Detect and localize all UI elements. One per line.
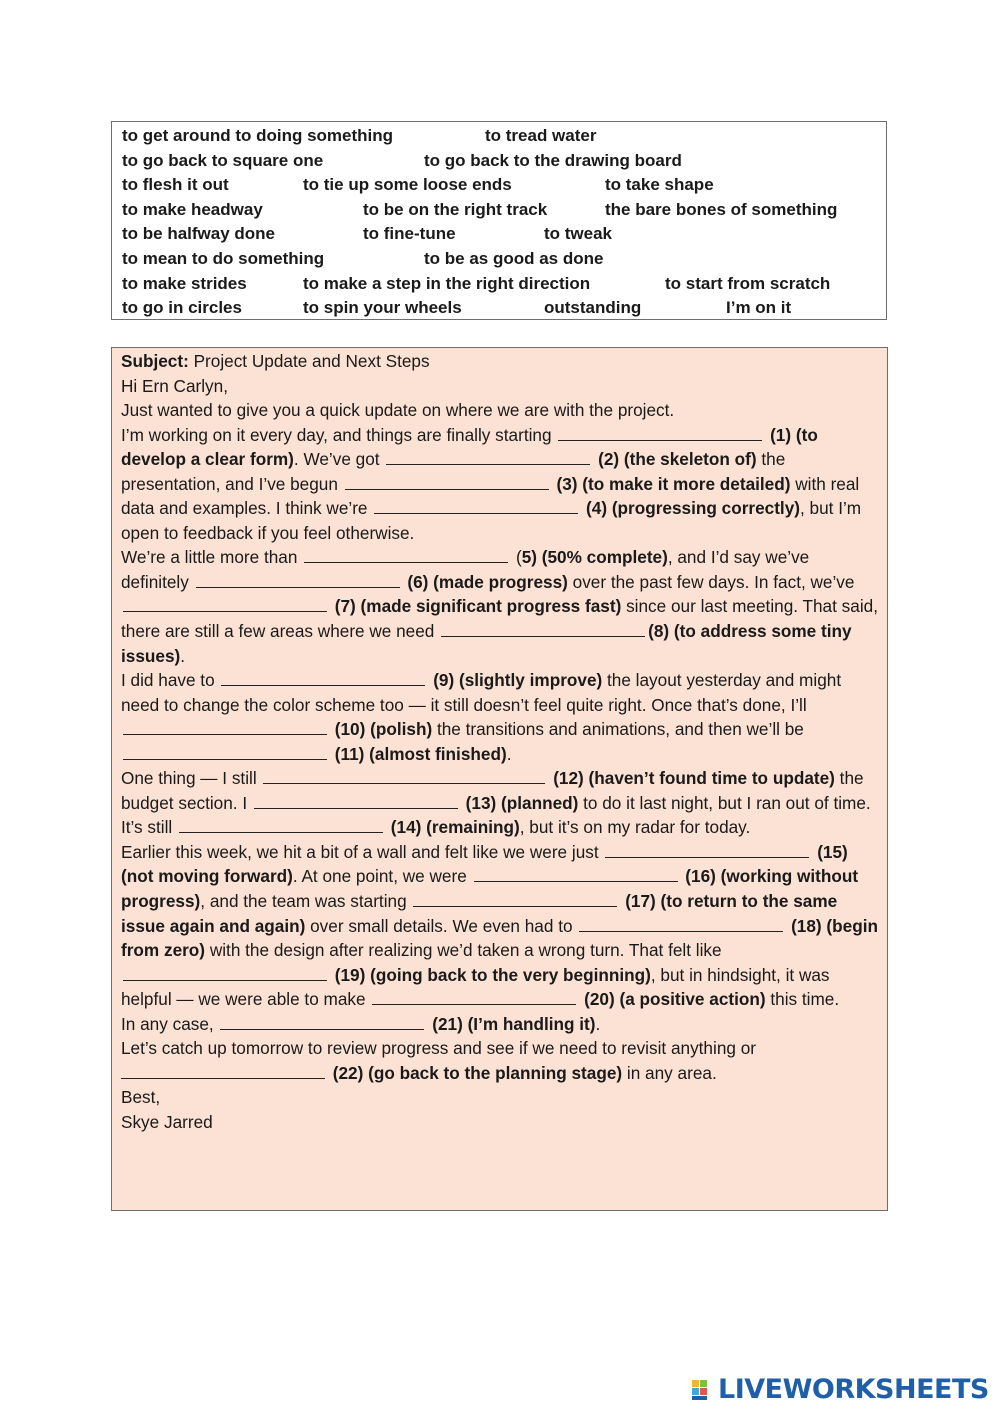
hint-19: (19) (going back to the very beginning) — [330, 964, 651, 985]
text: , but in hindsight, it was helpful — we were able to make — [121, 964, 830, 1010]
blank-15-input[interactable] — [605, 856, 809, 858]
liveworksheets-brand — [692, 1374, 989, 1406]
word-bank-row — [112, 296, 886, 321]
text: . We’ve got — [293, 449, 385, 470]
greeting: Hi Ern Carlyn, — [121, 375, 228, 396]
text: to do it last night, but I ran out of time. It’s still — [121, 792, 871, 838]
word-bank-phrase: to fine-tune — [363, 224, 456, 244]
hint-20: (20) (a positive action) — [579, 989, 766, 1010]
text: In any case, — [121, 1013, 219, 1034]
hint-4: (4) (progressing correctly) — [581, 498, 800, 519]
word-bank-phrase: to tie up some loose ends — [303, 175, 512, 195]
word-bank-phrase: to get around to doing something — [122, 126, 394, 145]
paragraph-1 — [121, 423, 881, 546]
hint-22: (22) (go back to the planning stage) — [328, 1062, 623, 1083]
word-bank-phrase: to make strides — [122, 273, 247, 293]
text: , and I’d say we’ve definitely — [121, 547, 810, 592]
word-bank-phrase: to make a step in the right direction — [303, 273, 591, 293]
text: since our last meeting. That said, there are still a few areas where we need — [121, 596, 878, 642]
word-bank-phrase: the bare bones of something — [605, 199, 838, 219]
hint-6: (6) (made progress) — [402, 571, 568, 592]
blank-10-input[interactable] — [123, 733, 327, 735]
blank-9-input[interactable] — [221, 684, 425, 686]
word-bank-phrase: to make headway — [122, 199, 263, 219]
blank-19-input[interactable] — [123, 979, 327, 981]
word-bank-row — [112, 247, 886, 272]
word-bank-phrase: to go back to the drawing board — [424, 150, 682, 170]
hint-21: (21) (I’m handling it) — [427, 1013, 596, 1034]
blank-1-input[interactable] — [558, 439, 762, 441]
word-bank-phrase: to take shape — [605, 175, 714, 195]
text: over small details. We even had to — [305, 915, 578, 936]
subject-label: Subject: — [121, 351, 189, 371]
hint-17: (17) (to return to the same issue again and again) — [121, 891, 838, 936]
hint-8: (8) (to address some tiny issues) — [121, 621, 852, 666]
text: , but it’s on my radar for today. — [519, 817, 751, 838]
blank-5-input[interactable] — [304, 561, 508, 563]
text: with the design after realizing we’d taken a wrong turn. That felt like — [205, 940, 722, 961]
paragraph-7 — [121, 1036, 881, 1085]
blank-11-input[interactable] — [123, 758, 327, 760]
word-bank-phrase: to mean to do something — [122, 248, 325, 268]
word-bank-phrase: to go back to square one — [122, 150, 324, 170]
text: . At one point, we were — [292, 866, 472, 887]
blank-4-input[interactable] — [374, 512, 578, 514]
text: . — [506, 743, 512, 764]
text: . — [180, 645, 186, 666]
paragraph-5 — [121, 840, 881, 1012]
blank-17-input[interactable] — [413, 905, 617, 907]
hint-14: (14) (remaining) — [386, 817, 520, 838]
blank-13-input[interactable] — [254, 807, 458, 809]
word-bank-phrase: to go in circles — [122, 298, 242, 318]
blank-12-input[interactable] — [263, 782, 545, 784]
text: . — [595, 1013, 601, 1034]
text: , but I’m open to feedback if you feel otherwise. — [121, 498, 862, 543]
text: Let’s catch up tomorrow to review progress and see if we need to revisit anything or — [121, 1038, 756, 1059]
word-bank-row — [112, 173, 886, 198]
word-bank-phrase: I’m on it — [726, 298, 792, 318]
liveworksheets-logo-icon — [692, 1378, 716, 1402]
subject-text: Project Update and Next Steps — [188, 351, 430, 371]
blank-14-input[interactable] — [179, 831, 383, 833]
signature: Skye Jarred — [121, 1111, 213, 1132]
hint-9: (9) (slightly improve) — [428, 670, 603, 691]
word-bank-phrase: outstanding — [544, 298, 642, 318]
word-bank-phrase: to start from scratch — [665, 273, 831, 293]
hint-18: (18) (begin from zero) — [121, 915, 878, 961]
hint-10: (10) (polish) — [330, 719, 433, 740]
blank-18-input[interactable] — [579, 930, 783, 932]
blank-2-input[interactable] — [386, 463, 590, 465]
blank-20-input[interactable] — [372, 1003, 576, 1005]
word-bank-phrase: to tweak — [544, 224, 613, 244]
hint-11: (11) (almost finished) — [330, 743, 507, 764]
blank-7-input[interactable] — [123, 610, 327, 612]
text: the layout yesterday and might need to change the color scheme too — it still doesn’t feel quite right. Once that’s done, I’ll — [121, 670, 842, 715]
text: Earlier this week, we hit a bit of a wall and felt like we were just — [121, 841, 604, 862]
closing: Best, — [121, 1087, 161, 1108]
word-bank-row — [112, 124, 886, 149]
hint-7: (7) (made significant progress fast) — [330, 596, 622, 617]
text: I did have to — [121, 670, 220, 691]
blank-6-input[interactable] — [196, 586, 400, 588]
hint-1: (1) (to develop a clear form) — [121, 424, 818, 470]
blank-21-input[interactable] — [220, 1028, 424, 1030]
text: One thing — I still — [121, 768, 262, 789]
word-bank-row — [112, 272, 886, 297]
paragraph-2 — [121, 545, 881, 668]
text: in any area. — [622, 1062, 717, 1083]
email-letter — [111, 347, 888, 1211]
blank-8-input[interactable] — [441, 635, 645, 637]
text: the presentation, and I’ve begun — [121, 449, 786, 494]
blank-16-input[interactable] — [474, 880, 678, 882]
text: the transitions and animations, and then we’ll be — [432, 719, 804, 740]
text: ( — [511, 547, 522, 568]
word-bank-phrase: to be halfway done — [122, 224, 276, 244]
text: , and the team was starting — [200, 891, 412, 912]
word-bank-row — [112, 222, 886, 247]
blank-3-input[interactable] — [345, 488, 549, 490]
paragraph-6 — [121, 1012, 881, 1037]
text: the budget section. I — [121, 768, 864, 813]
word-bank-phrase: to be as good as done — [424, 248, 604, 268]
paragraph-4 — [121, 766, 881, 840]
word-bank-phrase: to tread water — [485, 126, 597, 145]
hint-5: 5) (50% complete) — [521, 547, 668, 568]
word-bank-phrase: to be on the right track — [363, 199, 548, 219]
text: I’m working on it every day, and things are finally starting — [121, 424, 557, 445]
paragraph-3 — [121, 668, 881, 766]
hint-13: (13) (planned) — [460, 792, 579, 813]
hint-16: (16) (working without progress) — [121, 866, 859, 912]
hint-3: (3) (to make it more detailed) — [551, 473, 791, 494]
word-bank-row — [112, 149, 886, 174]
text: over the past few days. In fact, we’ve — [567, 571, 855, 592]
blank-22-input[interactable] — [121, 1077, 325, 1079]
hint-15: (15) (not moving forward) — [121, 841, 848, 887]
hint-2: (2) (the skeleton of) — [593, 449, 757, 470]
intro-line: Just wanted to give you a quick update on where we are with the project. — [121, 400, 675, 421]
subject-line — [121, 349, 881, 374]
text: with real data and examples. I think we’re — [121, 473, 860, 519]
word-bank-box — [111, 121, 887, 320]
word-bank-row — [112, 198, 886, 223]
text: We’re a little more than — [121, 547, 303, 568]
word-bank-phrase: to spin your wheels — [303, 298, 462, 318]
hint-12: (12) (haven’t found time to update) — [548, 768, 835, 789]
word-bank-phrase: to flesh it out — [122, 175, 229, 195]
brand-text: LIVEWORKSHEETS — [718, 1374, 989, 1405]
text: this time. — [765, 989, 840, 1010]
